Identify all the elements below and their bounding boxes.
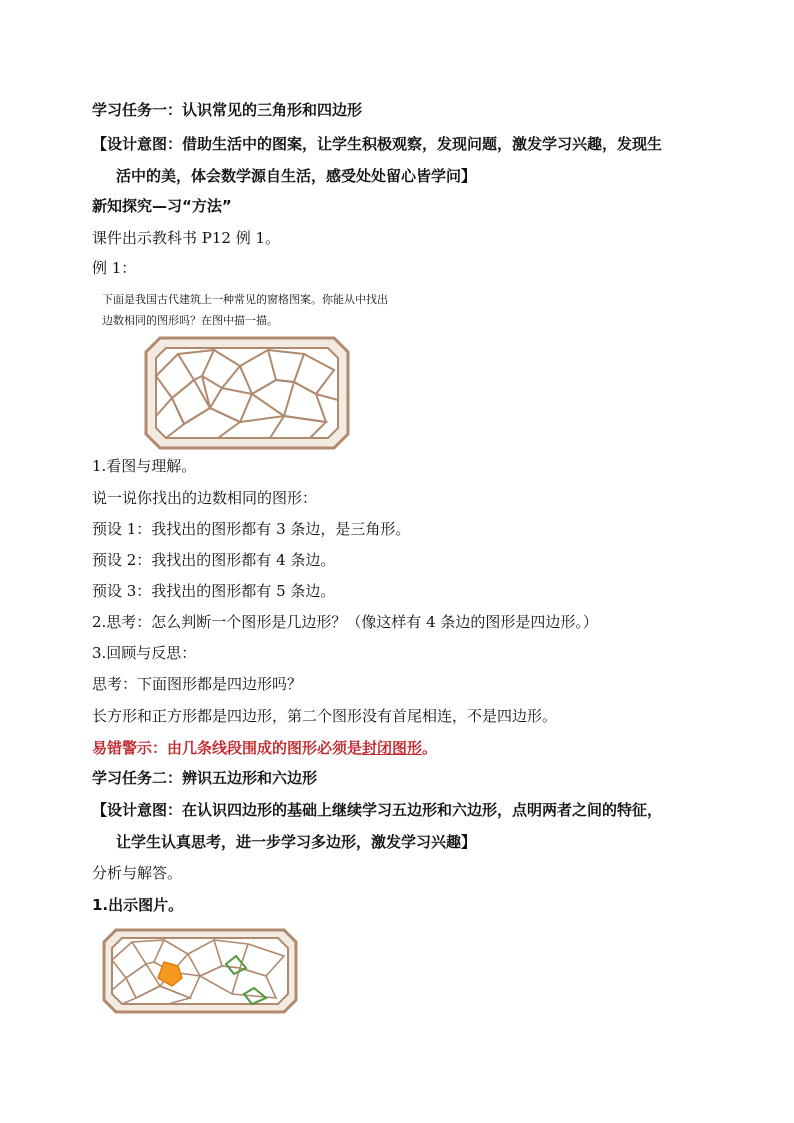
task1-intent-line2: 活中的美，体会数学源自生活，感受处处留心皆学问】 (116, 167, 477, 185)
answer-line: 长方形和正方形都是四边形，第二个图形没有首尾相连，不是四边形。 (92, 707, 558, 725)
step1-look: 1.看图与理解。 (92, 457, 197, 475)
task2-intent-line2: 让学生认真思考，进一步学习多边形，激发学习兴趣】 (116, 833, 477, 851)
preset-1: 预设 1：我找出的图形都有 3 条边，是三角形。 (92, 520, 411, 538)
analysis-line: 分析与解答。 (92, 864, 183, 882)
warning-prefix: 易错警示：由几条线段围成的图形必须是 (92, 739, 363, 757)
example-label: 例 1： (92, 259, 137, 277)
preset-2: 预设 2：我找出的图形都有 4 条边。 (92, 551, 336, 569)
courseware-line: 课件出示教科书 P12 例 1。 (92, 229, 281, 247)
task1-intent-line1: 【设计意图：借助生活中的图案，让学生积极观察，发现问题，激发学习兴趣，发现生 (92, 135, 663, 153)
task2-intent-line1: 【设计意图：在认识四边形的基础上继续学习五边形和六边形，点明两者之间的特征， (92, 801, 663, 819)
warning-suffix: 。 (422, 739, 438, 757)
warning-underlined: 封闭图形 (362, 739, 423, 757)
preset-3: 预设 3：我找出的图形都有 5 条边。 (92, 582, 336, 600)
say-prompt: 说一说你找出的边数相同的图形： (92, 489, 318, 507)
step3-review: 3.回顾与反思： (92, 644, 197, 662)
textbook-question-line2: 边数相同的图形吗？在图中描一描。 (102, 314, 278, 327)
explore-title: 新知探究—习“方法” (92, 197, 232, 215)
lattice-window-image (144, 336, 350, 450)
task2-step1: 1.出示图片。 (92, 896, 184, 914)
textbook-question-line1: 下面是我国古代建筑上一种常见的窗格图案。你能从中找出 (102, 293, 388, 306)
think-question: 思考：下面图形都是四边形吗？ (92, 675, 303, 693)
step2-think: 2.思考：怎么判断一个图形是几边形？（像这样有 4 条边的图形是四边形。） (92, 613, 598, 631)
task1-title: 学习任务一：认识常见的三角形和四边形 (92, 101, 363, 119)
lattice-window-highlighted-image (102, 928, 298, 1014)
warning-line (92, 738, 437, 758)
task2-title: 学习任务二：辨识五边形和六边形 (92, 769, 318, 787)
